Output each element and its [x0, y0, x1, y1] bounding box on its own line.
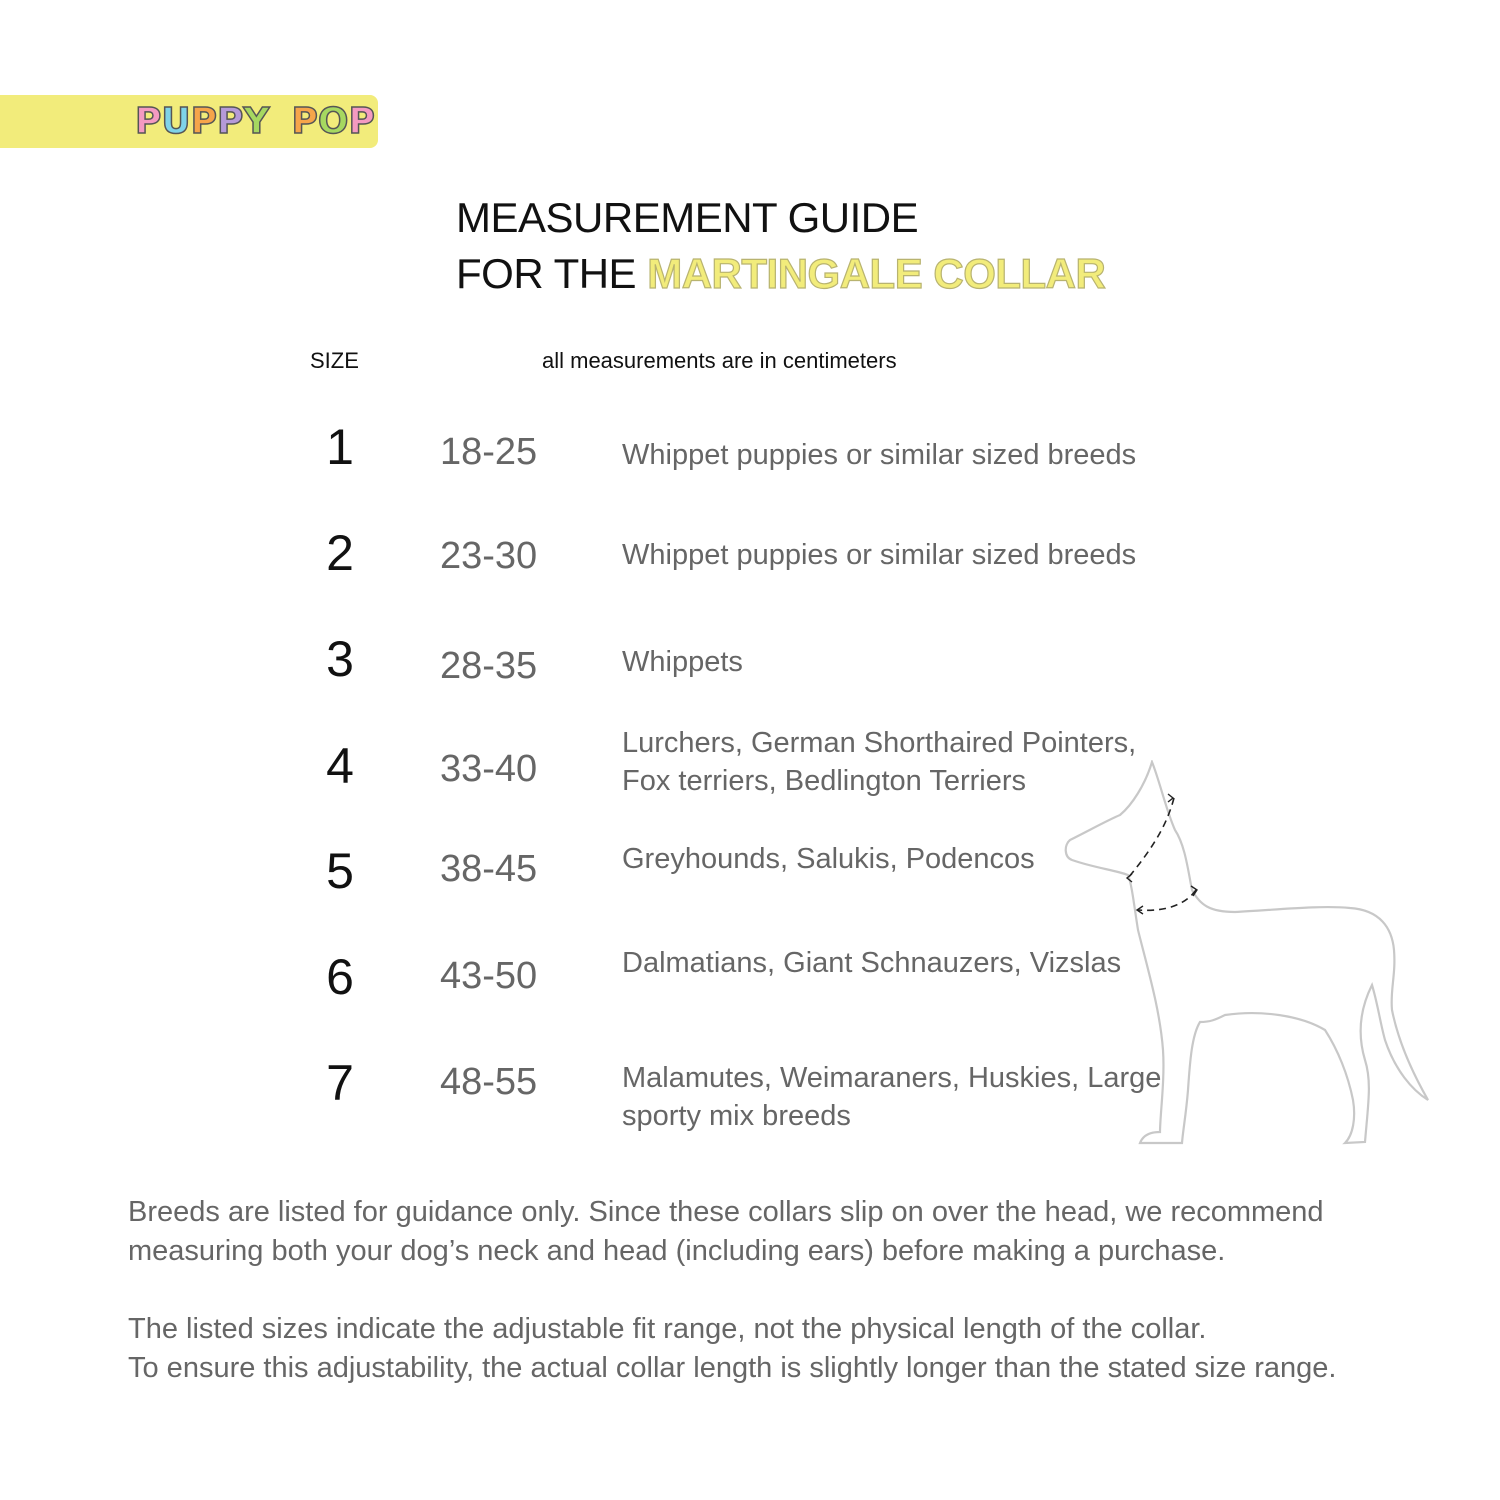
size-number: 7	[326, 1055, 354, 1111]
logo-letter: P	[217, 101, 244, 142]
title-highlight: MARTINGALE COLLAR	[647, 250, 1106, 297]
breed-list: Whippet puppies or similar sized breeds	[622, 539, 1137, 571]
breed-list: Whippet puppies or similar sized breeds	[622, 439, 1137, 471]
dog-outline-icon	[1060, 760, 1435, 1150]
breed-list: Malamutes, Weimaraners, Huskies, Large sporty mix breeds	[622, 1062, 1162, 1132]
logo-letter: P	[190, 101, 218, 142]
size-column-header: SIZE	[310, 348, 359, 373]
page-title	[456, 190, 1105, 302]
adjustability-note: To ensure this adjustability, the actual collar length is slightly longer than the stated size range.	[128, 1352, 1337, 1384]
fit-range-note: The listed sizes indicate the adjustable fit range, not the physical length of the collar.	[128, 1313, 1207, 1345]
size-range: 28-35	[440, 645, 538, 687]
logo-letter: Y	[243, 101, 270, 142]
logo-letter: P	[291, 101, 318, 142]
units-note: all measurements are in centimeters	[542, 348, 897, 373]
size-number: 4	[326, 738, 354, 794]
logo-letter: P	[348, 101, 375, 142]
size-number: 3	[326, 631, 354, 687]
breed-list: Greyhounds, Salukis, Podencos	[622, 843, 1035, 875]
breed-list: Whippets	[622, 646, 743, 678]
logo-letter: U	[161, 101, 191, 142]
size-range: 33-40	[440, 748, 538, 790]
breed-list: Dalmatians, Giant Schnauzers, Vizslas	[622, 947, 1122, 979]
size-range: 38-45	[440, 848, 538, 890]
guidance-note: Breeds are listed for guidance only. Since these collars slip on over the head, we recommend measuring both your dog’s neck and head (including ears) before making a purchase.	[128, 1196, 1324, 1267]
size-range: 43-50	[440, 955, 538, 997]
size-range: 18-25	[440, 431, 538, 473]
puppy-pop-logo	[135, 99, 375, 144]
breed-list: Lurchers, German Shorthaired Pointers, Fox terriers, Bedlington Terriers	[622, 727, 1137, 797]
size-number: 6	[326, 949, 354, 1005]
size-range: 48-55	[440, 1061, 538, 1103]
size-range: 23-30	[440, 535, 538, 577]
logo-letter: P	[135, 101, 162, 142]
size-number: 2	[326, 525, 354, 581]
title-prefix: FOR THE	[456, 250, 648, 297]
brand-bar	[0, 95, 378, 148]
title-line-1: MEASUREMENT GUIDE	[456, 194, 919, 241]
size-number: 5	[326, 843, 354, 899]
size-number: 1	[326, 419, 354, 475]
title-line-2	[456, 246, 1105, 302]
logo-letter: O	[317, 101, 349, 142]
